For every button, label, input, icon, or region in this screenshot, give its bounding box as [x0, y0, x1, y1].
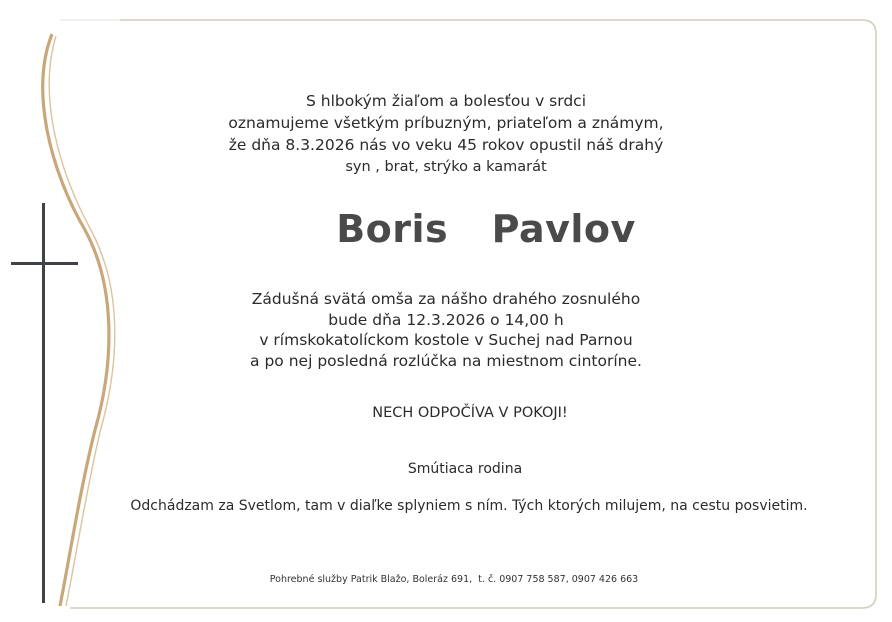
funeral-service-contact: Pohrebné služby Patrik Blažo, Boleráz 691, t. č. 0907 758 587, 0907 426 663 [269, 574, 639, 585]
mass-line: Zádušná svätá omša za nášho drahého zosnulého [251, 290, 641, 308]
farewell-quote: Odchádzam za Svetlom, tam v diaľke splyniem s ním. Tých ktorých milujem, na cestu posvietim. [130, 498, 808, 514]
cross-icon [11, 203, 78, 603]
rest-in-peace: NECH ODPOČÍVA V POKOJI! [372, 405, 568, 421]
intro-line: že dňa 8.3.2026 nás vo veku 45 rokov opustil náš drahý [228, 136, 664, 154]
intro-line: oznamujeme všetkým príbuzným, priateľom a známym, [228, 114, 664, 132]
intro-line: syn , brat, strýko a kamarát [345, 159, 547, 175]
intro-line: S hlbokým žiaľom a bolesťou v srdci [305, 92, 587, 110]
mass-line: a po nej posledná rozlúčka na miestnom cintoríne. [250, 351, 642, 370]
mourning-family-signature: Smútiaca rodina [407, 461, 523, 477]
mass-line: v rímskokatolíckom kostole v Suchej nad Parnou [259, 331, 633, 349]
mass-line: bude dňa 12.3.2026 o 14,00 h [328, 310, 564, 329]
announcement-intro [0, 90, 892, 178]
funeral-mass-info [0, 289, 892, 371]
deceased-name: Boris Pavlov [336, 207, 636, 251]
